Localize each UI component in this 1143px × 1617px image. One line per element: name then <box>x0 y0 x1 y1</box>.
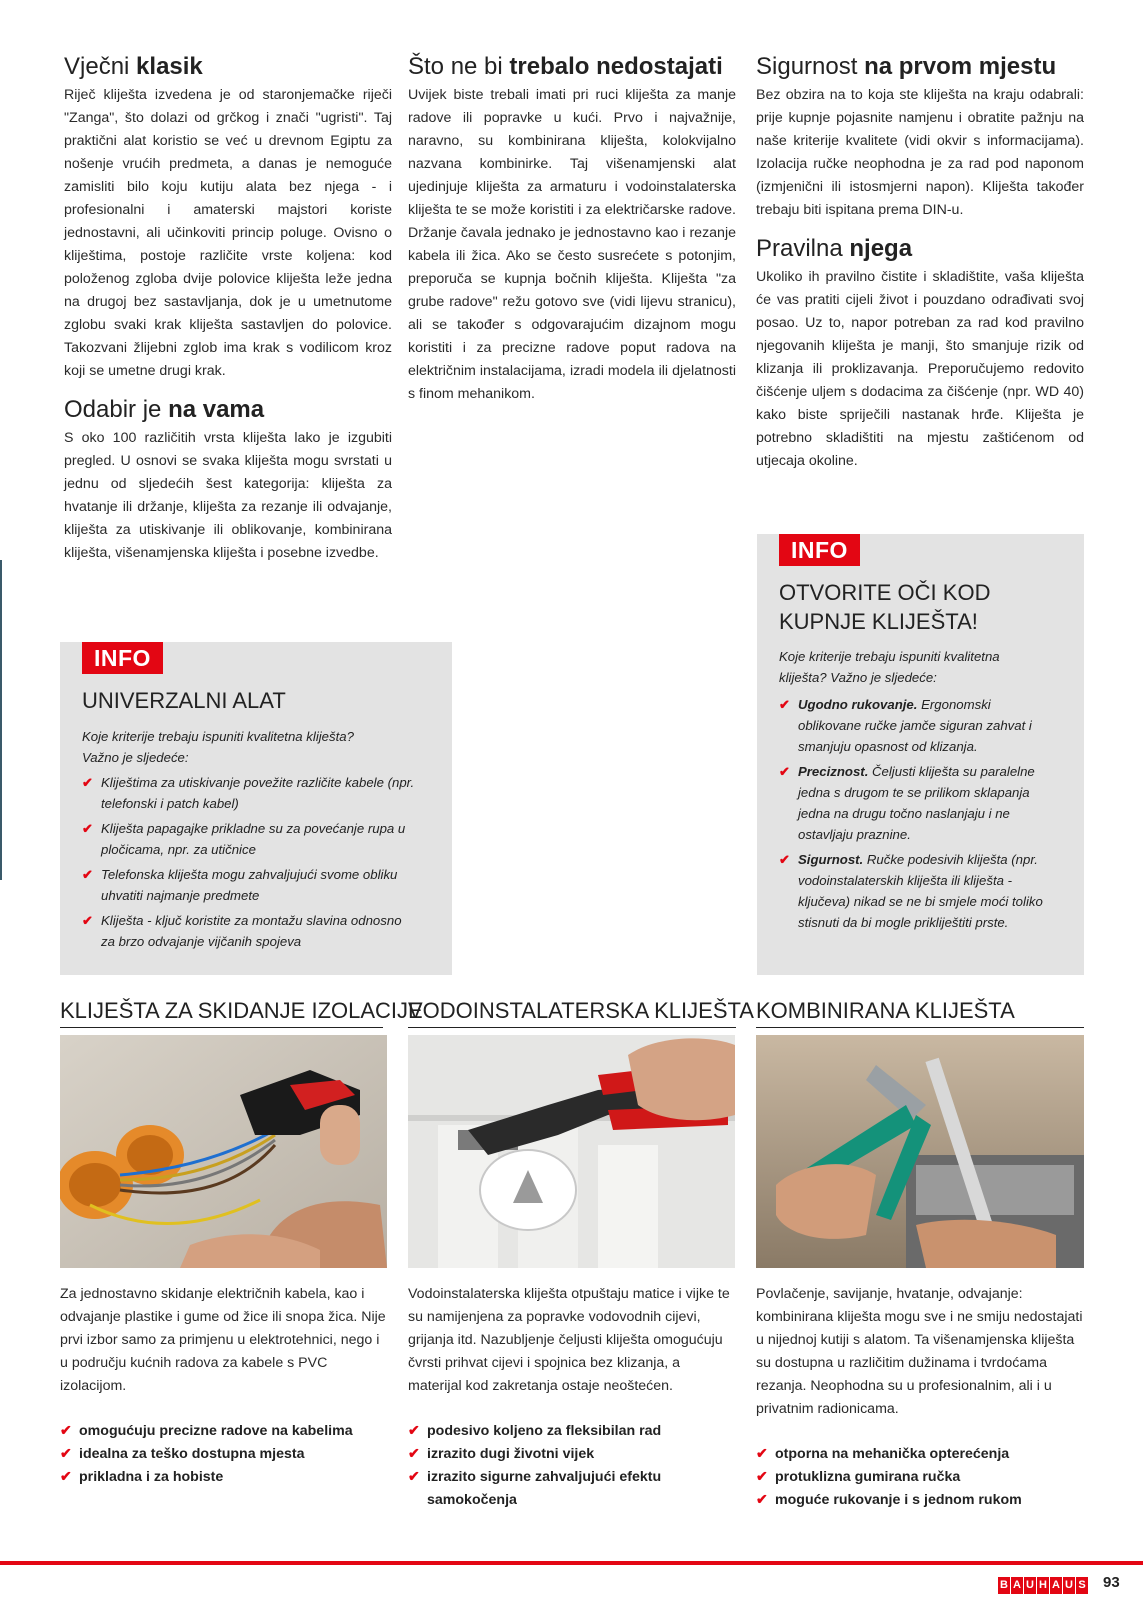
heading-light-part: Što ne bi <box>408 53 510 80</box>
info-list-item <box>779 761 1051 845</box>
check-icon: ✔ <box>82 775 94 790</box>
footer-red-line <box>0 1561 1143 1565</box>
check-icon: ✔ <box>60 1423 72 1439</box>
check-icon: ✔ <box>82 821 94 836</box>
heading-light-part: Pravilna <box>756 235 850 262</box>
heading-odabir <box>64 395 392 425</box>
logo-letter: S <box>1076 1577 1088 1594</box>
check-icon: ✔ <box>779 764 791 779</box>
info-item-text: Telefonska kliješta mogu zahvaljujući svome obliku uhvatiti najmanje predmete <box>101 867 398 903</box>
feature-text: prikladna i za hobiste <box>79 1469 224 1485</box>
check-icon: ✔ <box>779 852 791 867</box>
feature-item <box>756 1443 1084 1466</box>
check-icon: ✔ <box>60 1446 72 1462</box>
paragraph-njega: Ukoliko ih pravilno čistite i skladištite, vaša kliješta će vas pratiti cijeli život i pouzdano odrađivati svoj posao. Uz to, napor potreban za rad kod pravilno njegovanih kliješta je manji, što smanjuje rizik od klizanja ili proklizavanja. Preporučujemo redovito čišćenje uljem s dodacima za čišćenje (npr. WD 40) kako biste spriječili nastanak hrđe. Kliješta je potrebno skladištiti na mjestu zaštićenom od utjecaja okoline. <box>756 269 1084 469</box>
heading-bold-part: na vama <box>168 396 265 423</box>
features-skidanje-izolacije <box>60 1420 387 1489</box>
column-3 <box>756 52 1084 473</box>
paragraph-klasik: Riječ kliješta izvedena je od staronjemačke riječi "Zanga", što dolazi od grčkog i znači "ugristi". Taj praktični alat koristio se već u drevnom Egiptu za nošenje vrućih predmeta, a danas je nemoguće zamisliti bilo koju kutiju alata bez njega - i profesionalni i amaterski majstori koriste jednostavni, ali učinkoviti princip poluge. Ovisno o kliještima, postoje različite vrste koljena: kod položenog zgloba dvije polovice kliješta leže jedna na drugoj bez sastavljanja, dok je u umetnutome zglobu svaki krak kliješta sastavljen do polovice. Takozvani žlijebni zglob ima krak s vodilicom kroz koji se umetne drugi krak. <box>64 87 392 379</box>
column-1 <box>64 52 392 565</box>
feature-item <box>60 1466 387 1489</box>
logo-letter: U <box>1063 1577 1075 1594</box>
heading-vjecni-klasik <box>64 52 392 82</box>
page-number: 93 <box>1103 1574 1120 1591</box>
check-icon: ✔ <box>756 1446 768 1462</box>
features-kombinirana <box>756 1443 1084 1512</box>
heading-sto-ne-bi <box>408 52 736 82</box>
info-item-text: Ručke podesivih kliješta (npr. vodoinstalaterskih kliješta ili kliješta - ključeva) nikad se ne bi smjele moći toliko stisnuti da bi mogle prikliještiti prste. <box>798 852 1043 930</box>
info-item-bold: Preciznost. <box>798 764 869 779</box>
section-title-kombinirana: KOMBINIRANA KLIJEŠTA <box>756 997 1084 1028</box>
check-icon: ✔ <box>408 1469 420 1485</box>
check-icon: ✔ <box>756 1469 768 1485</box>
info-tag: INFO <box>779 534 860 566</box>
feature-text: idealna za teško dostupna mjesta <box>79 1446 305 1462</box>
info-list-item <box>82 818 417 860</box>
info-item-text: Čeljusti kliješta su paralelne jedna s drugom te se prilikom sklapanja jedna na drugu točno naslanjaju i ne ostavljaju praznine. <box>798 764 1035 842</box>
photo-water-pump-pliers <box>408 1035 735 1268</box>
info-list-item <box>779 849 1051 933</box>
photo-combination-pliers <box>756 1035 1084 1268</box>
column-2 <box>408 52 736 406</box>
heading-light-part: Odabir je <box>64 396 169 423</box>
feature-item <box>408 1420 668 1443</box>
check-icon: ✔ <box>82 867 94 882</box>
info-intro: Koje kriterije trebaju ispuniti kvalitetna kliješta? Važno je sljedeće: <box>82 729 354 765</box>
desc-skidanje-izolacije: Za jednostavno skidanje električnih kabela, kao i odvajanje plastike i gume od žice ili snopa žica. Nije prvi izbor samo za primjenu u elektrotehnici, nego i u području kućnih radova za kabele s PVC izolacijom. <box>60 1286 386 1394</box>
info-intro: Koje kriterije trebaju ispuniti kvalitetna kliješta? Važno je sljedeće: <box>779 649 1000 685</box>
paragraph-odabir: S oko 100 različitih vrsta kliješta lako je izgubiti pregled. U osnovi se svaka kliješta mogu svrstati u jednu od sljedećih šest kategorija: kliješta za hvatanje ili držanje, kliješta za rezanje ili odvajanje, kliješta za utiskivanje ili oblikovanje, kombinirana kliješta, višenamjenska kliješta i posebne izvedbe. <box>64 430 392 561</box>
feature-text: izrazito sigurne zahvaljujući efektu samokočenja <box>427 1469 662 1508</box>
info-box-univerzalni-alat <box>60 642 452 975</box>
logo-letter: U <box>1024 1577 1036 1594</box>
feature-text: podesivo koljeno za fleksibilan rad <box>427 1423 662 1439</box>
logo-letter: A <box>1011 1577 1023 1594</box>
feature-text: moguće rukovanje i s jednom rukom <box>775 1492 1022 1508</box>
section-title-vodoinstalaterska: VODOINSTALATERSKA KLIJEŠTA <box>408 997 736 1028</box>
heading-bold-part: trebalo nedostajati <box>509 53 723 80</box>
check-icon: ✔ <box>408 1423 420 1439</box>
info-list-item <box>82 910 417 952</box>
paragraph-nedostajati: Uvijek biste trebali imati pri ruci kliješta za manje radove ili popravke u kući. Prvo i najvažnije, naravno, su kombinirana kliješta, kolokvijalno nazvana kombinirke. Taj višenamjenski alat ujedinjuje kliješta za armaturu i vodoinstalaterska kliješta te se može koristiti i za električarske radove. Držanje čavala jednako je jednostavno kao i rezanje kabela ili žica. Ako se često susrećete s potonjim, preporuča se kupnja bočnih kliješta. Kliješta "za grube radove" režu gotovo sve (vidi lijevu stranicu), ali se također s odgovarajućim dizajnom mogu koristiti i za precizne radove poput radova na električnim instalacijama, izradi modela ili djelatnosti s finom mehanikom. <box>408 87 736 402</box>
info-item-bold: Sigurnost. <box>798 852 864 867</box>
heading-bold-part: klasik <box>136 53 203 80</box>
info-title: UNIVERZALNI ALAT <box>82 688 286 713</box>
logo-letter: B <box>998 1577 1010 1594</box>
heading-bold-part: njega <box>849 235 913 262</box>
check-icon: ✔ <box>779 697 791 712</box>
feature-text: omogućuju precizne radove na kabelima <box>79 1423 353 1439</box>
logo-letter: H <box>1037 1577 1049 1594</box>
feature-text: protuklizna gumirana ručka <box>775 1469 961 1485</box>
feature-item <box>60 1420 387 1443</box>
photo-wire-stripper <box>60 1035 387 1268</box>
info-list-item <box>82 772 417 814</box>
feature-text: izrazito dugi životni vijek <box>427 1446 595 1462</box>
info-box-otvorite-oci <box>757 534 1084 975</box>
feature-item <box>756 1489 1084 1512</box>
feature-item <box>60 1443 387 1466</box>
heading-sigurnost <box>756 52 1084 82</box>
paragraph-sigurnost: Bez obzira na to koja ste kliješta na kraju odabrali: prije kupnje pojasnite namjenu i obratite pažnju na naše kriterije kvalitete (vidi okvir s informacijama). Izolacija ručke neophodna je za rad pod naponom (izmjenični ili istosmjerni napon). Kliješta također trebaju biti ispitana prema DIN-u. <box>756 87 1084 218</box>
check-icon: ✔ <box>82 913 94 928</box>
heading-light-part: Vječni <box>64 53 137 80</box>
desc-kombinirana: Povlačenje, savijanje, hvatanje, odvajanje: kombinirana kliješta mogu sve i ne smiju nedostajati u nijednoj kutiji s alatom. Ta višenamjenska kliješta su dostupna u različitim dužinama i tvrdoćama rezanja. Neophodna su u profesionalnim, ali i u privatnim radionicama. <box>756 1286 1083 1417</box>
check-icon: ✔ <box>408 1446 420 1462</box>
info-item-text: Kliještima za utiskivanje povežite različite kabele (npr. telefonski i patch kabel) <box>101 775 415 811</box>
info-list <box>82 772 417 956</box>
feature-item <box>408 1443 668 1466</box>
info-item-text: Kliješta papagajke prikladne su za povećanje rupa u pločicama, npr. za utičnice <box>101 821 406 857</box>
heading-pravilna-njega <box>756 234 1084 264</box>
info-title-line-1: OTVORITE OČI KOD <box>779 580 991 605</box>
heading-light-part: Sigurnost <box>756 53 865 80</box>
info-item-text: Ergonomski oblikovane ručke jamče siguran zahvat i smanjuju opasnost od klizanja. <box>798 697 1032 754</box>
feature-item <box>756 1466 1084 1489</box>
check-icon: ✔ <box>756 1492 768 1508</box>
feature-item <box>408 1466 668 1512</box>
page-edge-mark <box>0 560 2 880</box>
desc-vodoinstalaterska: Vodoinstalaterska kliješta otpuštaju matice i vijke te su namijenjena za popravke vodovodnih cijevi, grijanja itd. Nazubljenje čeljusti kliješta omogućuju čvrsti prihvat cijevi i spojnica bez klizanja, a materijal kod zakretanja ostaje neoštećen. <box>408 1286 730 1394</box>
info-list-item <box>779 694 1051 757</box>
section-title-skidanje-izolacije: KLIJEŠTA ZA SKIDANJE IZOLACIJE <box>60 997 383 1028</box>
heading-bold-part: na prvom mjestu <box>864 53 1057 80</box>
check-icon: ✔ <box>60 1469 72 1485</box>
bauhaus-logo <box>998 1577 1089 1594</box>
info-item-text: Kliješta - ključ koristite za montažu slavina odnosno za brzo odvajanje vijčanih spojeva <box>101 913 402 949</box>
info-list-item <box>82 864 417 906</box>
info-title-line-2: KUPNJE KLIJEŠTA! <box>779 609 978 634</box>
info-tag: INFO <box>82 642 163 674</box>
info-item-bold: Ugodno rukovanje. <box>798 697 918 712</box>
info-list <box>779 694 1051 937</box>
features-vodoinstalaterska <box>408 1420 668 1512</box>
logo-letter: A <box>1050 1577 1062 1594</box>
feature-text: otporna na mehanička opterećenja <box>775 1446 1010 1462</box>
